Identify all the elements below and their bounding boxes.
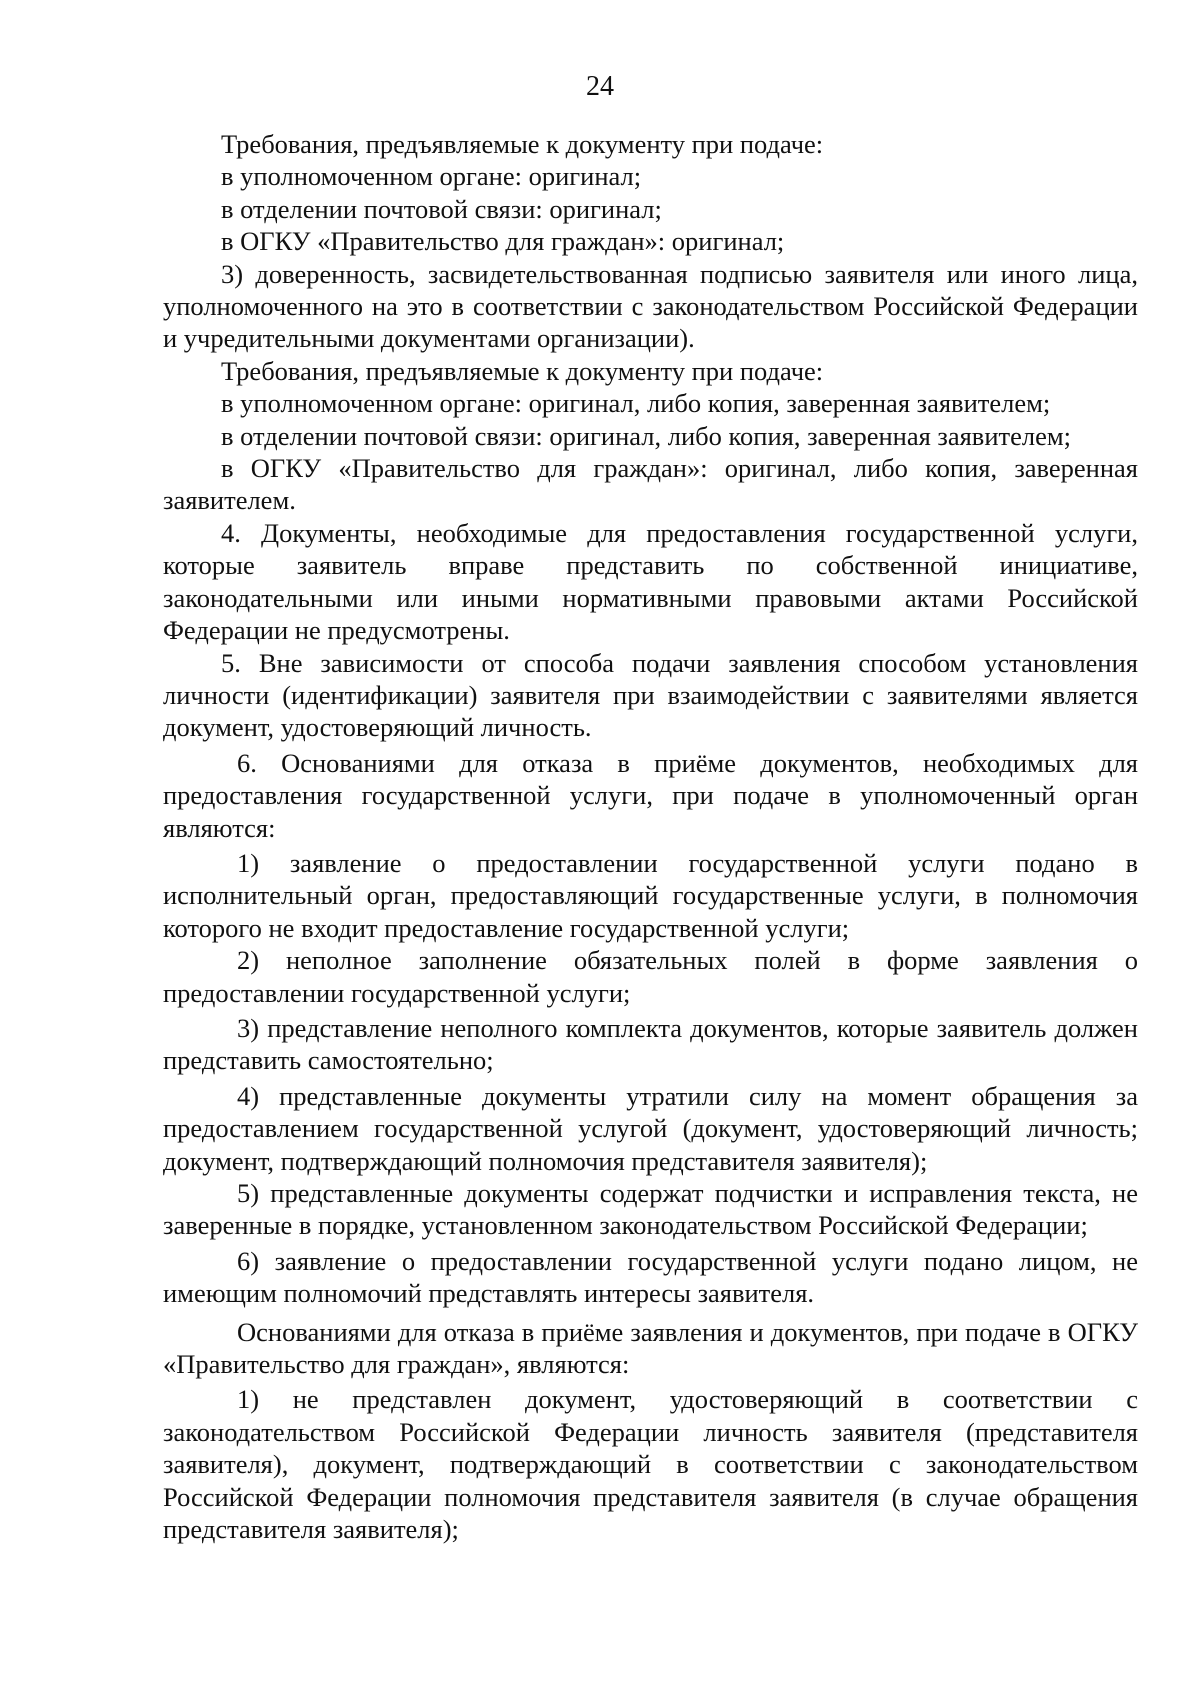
paragraph: в уполномоченном органе: оригинал;	[221, 161, 642, 192]
page-number: 24	[586, 71, 614, 102]
paragraph: Требования, предъявляемые к документу при подаче:	[221, 129, 824, 159]
paragraph: 1) заявление о предоставлении государственной услуги подано в исполнительный орган, предоставляющий государственные услуги, в полномочия которого не входит предоставление государственной услуги;	[163, 847, 1138, 943]
paragraph: в уполномоченном органе: оригинал, либо копия, заверенная заявителем;	[221, 388, 1051, 419]
paragraph: 2) неполное заполнение обязательных полей в форме заявления о предоставлении государственной услуги;	[163, 945, 1138, 1008]
paragraph: 5. Вне зависимости от способа подачи заявления способом установления личности (идентификации) заявителя при взаимодействии с заявителями является документ, удостоверяющий личность.	[163, 647, 1138, 743]
paragraph: 4) представленные документы утратили силу на момент обращения за предоставлением государственной услугой (документ, удостоверяющий личность; документ, подтверждающий полномочия представителя заявителя);	[163, 1080, 1138, 1176]
paragraph: 5) представленные документы содержат подчистки и исправления текста, не заверенные в порядке, установленном законодательством Российской Федерации;	[163, 1178, 1138, 1241]
paragraph: 3) представление неполного комплекта документов, которые заявитель должен представить самостоятельно;	[163, 1012, 1138, 1076]
paragraph: Основаниями для отказа в приёме заявления и документов, при подаче в ОГКУ «Правительство для граждан», являются:	[163, 1316, 1138, 1380]
paragraph: 1) не представлен документ, удостоверяющий в соответствии с законодательством Российской Федерации личность заявителя (представителя заявителя), документ, подтверждающий в соответствии с законодательством Российской Федерации полномочия представителя заявителя (в случае обращения представителя заявителя);	[163, 1384, 1138, 1545]
paragraph: 3) доверенность, засвидетельствованная подписью заявителя или иного лица, уполномоченного на это в соответствии с законодательством Российской Федерации и учредительными документами организации).	[163, 258, 1138, 354]
paragraph: в отделении почтовой связи: оригинал;	[221, 193, 662, 224]
paragraph: в ОГКУ «Правительство для граждан»: оригинал;	[221, 226, 785, 257]
paragraph: 4. Документы, необходимые для предоставления государственной услуги, которые заявитель вправе представить по собственной инициативе, законодательными или иными нормативными правовыми актами Российской Федерации не предусмотрены.	[163, 517, 1138, 646]
paragraph: 6) заявление о предоставлении государственной услуги подано лицом, не имеющим полномочий представлять интересы заявителя.	[163, 1245, 1138, 1309]
document-body	[163, 128, 1138, 1545]
paragraph: в отделении почтовой связи: оригинал, либо копия, заверенная заявителем;	[221, 420, 1071, 451]
paragraph: в ОГКУ «Правительство для граждан»: оригинал, либо копия, заверенная заявителем.	[163, 453, 1138, 516]
paragraph: 6. Основаниями для отказа в приёме документов, необходимых для предоставления государственной услуги, при подаче в уполномоченный орган являются:	[163, 747, 1138, 843]
paragraph: Требования, предъявляемые к документу при подаче:	[221, 355, 824, 386]
